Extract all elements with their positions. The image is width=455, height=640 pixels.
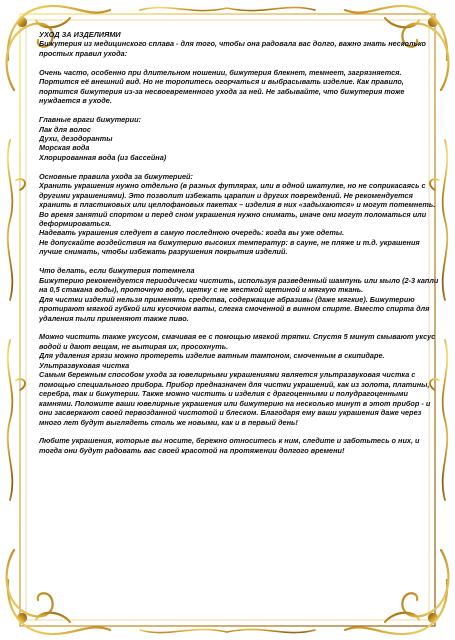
document-body — [39, 30, 439, 610]
top-ornament — [140, 7, 315, 10]
vinegar-paragraph: Можно чистить также уксусом, смачивая ее с помощью мягкой тряпки. Спустя 5 минут смывают уксус водой и дают вещам, не вытирая их, просохнуть. — [39, 332, 436, 351]
rules-heading: Основные правила ухода за бижутерией: — [39, 171, 193, 181]
side-ornament-left — [8, 140, 25, 500]
bottom-ornament — [140, 629, 315, 632]
intro-paragraph: Бижутерия из медицинского сплава - для того, чтобы она радовала вас долго, важно знать несколько простых правил ухода: — [39, 39, 427, 58]
enemy-item: Хлорированная вода (из бассейна) — [39, 152, 167, 162]
rules-storage: Хранить украшения нужно отдельно (в разных футлярах, или в одной шкатулке, но не соприкасаясь с другими украшениями). Это позволит избежать царапин и других повреждений. Не рекомендуется хранить в пластиковых или целлофановых пакетах – изделия в них «задыхаются» и могут потемнеть. — [39, 181, 436, 210]
rules-heat: Не допускайте воздействия на бижутерию высоких температур: в сауне, не пляже и т.д. украшения лучше снимать, чтобы избежать разрушения покрытия изделий. — [39, 237, 420, 257]
enemy-item: Лак для волос — [39, 124, 91, 134]
enemy-item: Духи, дезодоранты — [39, 133, 113, 143]
closing-paragraph: Любите украшения, которые вы носите, бережно относитесь к ним, следите и заботьтесь о них, и тогда они будут радовать вас своей красотой на протяжении долгого времени! — [39, 436, 420, 455]
care-paragraph: Очень часто, особенно при длительном ношении, бижутерия блекнет, темнеет, загрязняется. Портится её внешний вид. Но не торопитесь огорчаться и выбрасывать изделие. Как правило, портится бижутерия из-за несвоевременного ухода за ней. Не забывайте, что бижутерия тоже нуждается в уходе. — [39, 67, 405, 106]
ultrasonic-heading: Ультразвуковая чистка — [39, 360, 130, 370]
darkened-cleaning: Бижутерию рекомендуется периодически чистить, используя разведенный шампунь или мыло (2-3 капли на 0,5 стакана воды), проточную воду, щетку с не жесткой щетиной и мягкую ткань. — [39, 275, 439, 295]
rules-dress: Надевать украшения следует в самую последнюю очередь: когда вы уже одеты. — [39, 228, 345, 238]
enemies-heading: Главные враги бижутерии: — [39, 115, 141, 125]
darkened-heading: Что делать, если бижутерия потемнела — [39, 266, 195, 276]
darkened-abrasive: Для чистки изделий нельзя применять средства, содержащие абразивы (даже мягкие). Бижутерию протирают мягкой губкой или кусочком ваты, слегка смоченной в винном спирте. Вместо спирта для удаления пыли применяют также пиво. — [39, 294, 430, 323]
dirt-paragraph: Для удаления грязи можно протереть изделие ватным тампоном, смоченным в скипидаре. — [39, 351, 385, 361]
ultrasonic-paragraph: Самым бережным способом ухода за ювелирными украшениями является ультразвуковая чистка с помощью специального прибора. Прибор предназначен для чистки украшений, как из золота, платины, серебра, так и бижутерии. Также можно чистить и изделия с драгоценными и полудрагоценными камнями. Положите ваши ювелирные украшения или бижутерию на несколько минут в этот прибор - и они засверкают своей первозданной чистотой и блеском. Благодаря ему ваши украшения даже через много лет будут выглядеть столь же новыми, как и в первый день! — [39, 370, 431, 427]
rules-sport: Во время занятий спортом и перед сном украшения нужно снимать, иначе они могут поломаться или деформироваться. — [39, 209, 427, 229]
enemy-item: Морская вода — [39, 143, 90, 153]
page-title: УХОД ЗА ИЗДЕЛИЯМИ — [39, 30, 121, 39]
